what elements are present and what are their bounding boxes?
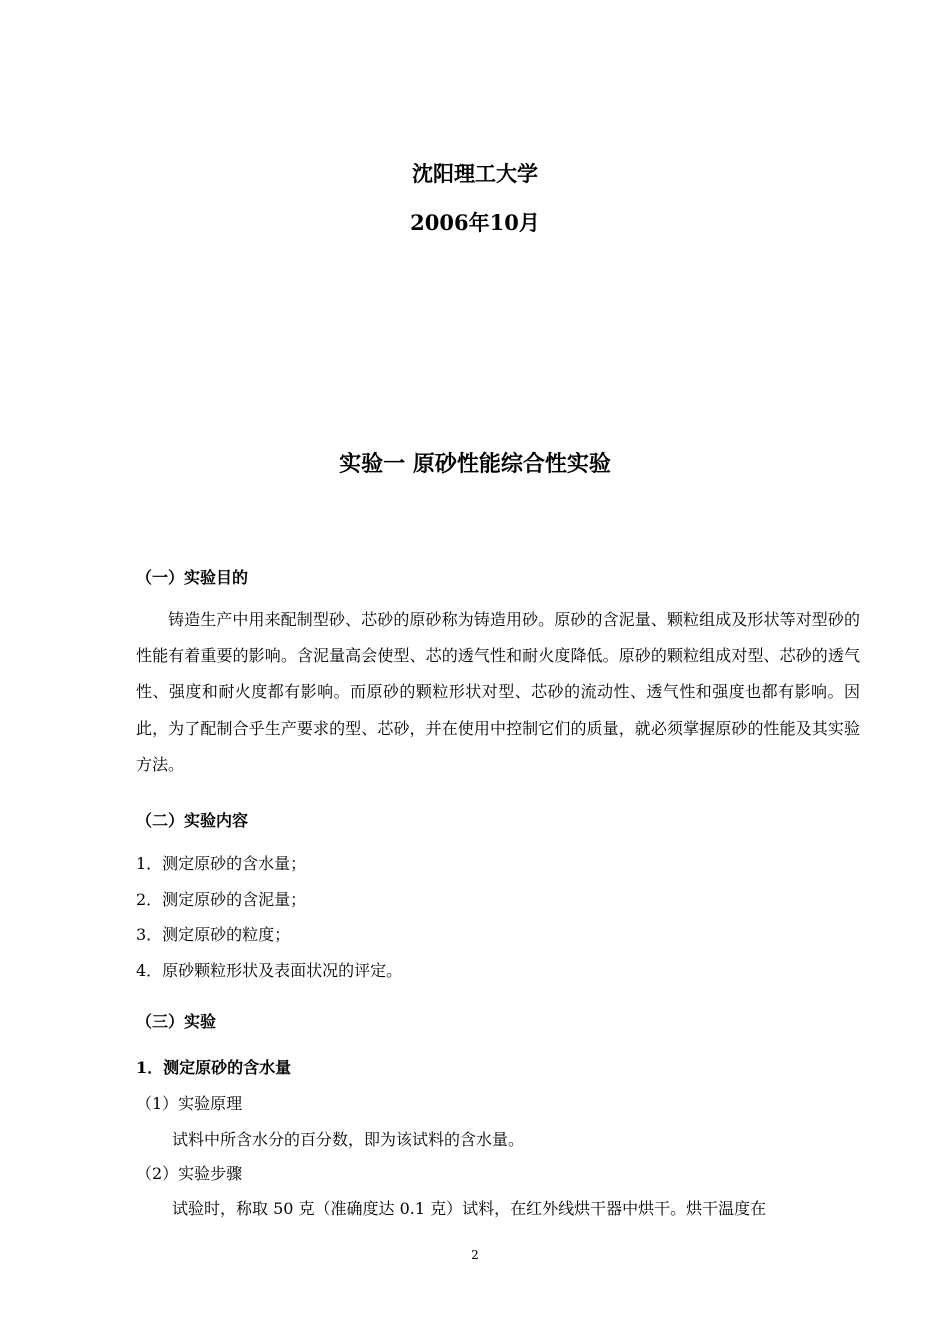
list-item: 2．测定原砂的含泥量； (136, 889, 307, 909)
steps-label: （2）实验步骤 (136, 1164, 243, 1183)
principle-label: （1）实验原理 (136, 1094, 243, 1113)
section-heading-experiment: （三）实验 (136, 1012, 217, 1031)
section-heading-purpose: （一）实验目的 (136, 568, 249, 587)
list-item: 4．原砂颗粒形状及表面状况的评定。 (136, 961, 403, 981)
list-item: 3．测定原砂的粒度； (136, 925, 291, 945)
experiment-title: 实验一 原砂性能综合性实验 (339, 451, 611, 477)
steps-text: 试验时，称取 50 克（准确度达 0.1 克）试料，在红外线烘干器中烘干。烘干温度在 (172, 1199, 767, 1218)
document-date: 2006年10月 (410, 210, 540, 235)
subheading-moisture: 1．测定原砂的含水量 (136, 1058, 292, 1077)
content-list (136, 852, 402, 995)
list-item: 1．测定原砂的含水量； (136, 854, 307, 873)
purpose-paragraph: 铸造生产中用来配制型砂、芯砂的原砂称为铸造用砂。原砂的含泥量、颗粒组成及形状等对型砂的性能有着重要的影响。含泥量高会使型、芯的透气性和耐火度降低。原砂的颗粒组成对型、芯砂的透气性、强度和耐火度都有影响。而原砂的颗粒形状对型、芯砂的流动性、透气性和强度也都有影响。因此，为了配制合乎生产要求的型、芯砂，并在使用中控制它们的质量，就必须掌握原砂的性能及其实验方法。 (136, 610, 860, 774)
university-name: 沈阳理工大学 (412, 161, 538, 186)
page-number: 2 (471, 1248, 479, 1262)
principle-text: 试料中所含水分的百分数，即为该试料的含水量。 (172, 1130, 525, 1149)
section-heading-content: （二）实验内容 (136, 811, 249, 830)
